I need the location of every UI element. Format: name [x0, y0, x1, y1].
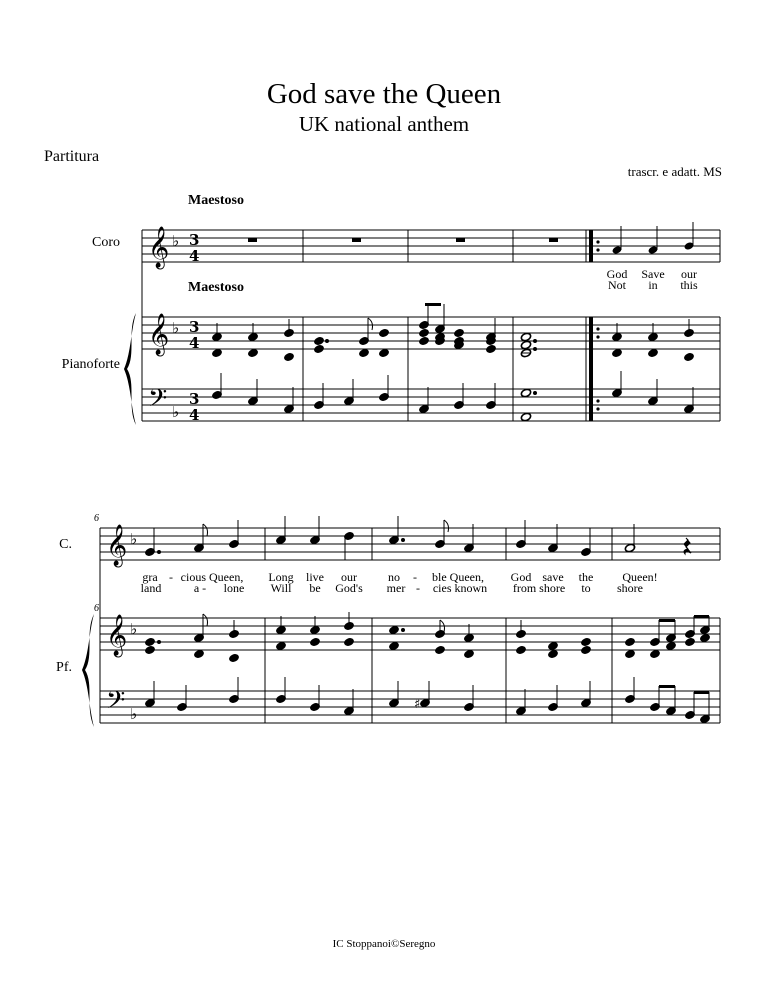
- measure-number: 6: [94, 603, 99, 614]
- footer-credit: IC Stoppanoi©Seregno: [332, 938, 436, 950]
- flat-icon: ♭: [130, 620, 138, 638]
- lyric-syllable: ble Queen,: [432, 570, 484, 584]
- treble-clef-icon: 𝄞: [148, 314, 170, 355]
- lyric-syllable: to: [581, 581, 591, 595]
- piano-treble-notes: [145, 612, 711, 663]
- lyric-syllable: save: [542, 570, 564, 584]
- instrument-label-choir-short: C.: [59, 537, 72, 552]
- lyric-syllable: be: [309, 581, 321, 595]
- lyric-hyphen: -: [413, 570, 417, 584]
- lyric-syllable: gra: [142, 570, 158, 584]
- lyric-syllable: cies known: [432, 581, 488, 595]
- quarter-rest-icon: [684, 538, 691, 554]
- flat-icon: ♭: [172, 319, 180, 337]
- lyric-syllable: lone: [223, 581, 245, 595]
- svg-text:3: 3: [189, 231, 200, 249]
- flat-icon: ♭: [172, 403, 180, 421]
- svg-text:3: 3: [189, 318, 200, 336]
- sharp-icon: ♯: [414, 697, 421, 712]
- treble-clef-icon: 𝄞: [106, 615, 128, 656]
- lyric-syllable: God: [510, 570, 532, 584]
- piano-bass-notes: [212, 371, 695, 422]
- tempo-marking-choir: Maestoso: [188, 193, 244, 208]
- flat-icon: ♭: [172, 232, 180, 250]
- tempo-marking-piano: Maestoso: [188, 280, 244, 295]
- lyric-syllable: land: [140, 581, 162, 595]
- lyric-syllable: Save: [641, 267, 665, 281]
- lyric-syllable: God's: [335, 581, 363, 595]
- piano-bass-notes: [145, 677, 711, 724]
- lyric-syllable: from shore: [512, 581, 566, 595]
- lyric-hyphen: -: [169, 570, 173, 584]
- lyric-syllable: shore: [617, 581, 643, 595]
- piano-brace: [82, 614, 94, 727]
- lyric-syllable: Queen!: [622, 570, 658, 584]
- lyric-syllable: Will: [270, 581, 292, 595]
- lyric-syllable: no: [388, 570, 400, 584]
- measure-rest: [248, 238, 558, 242]
- svg-text:4: 4: [189, 247, 200, 265]
- lyric-syllable: Not: [608, 278, 626, 292]
- lyric-syllable: our: [341, 570, 357, 584]
- lyric-syllable: in: [648, 278, 658, 292]
- lyric-syllable: cious Queen,: [180, 570, 244, 584]
- piano-treble-notes: [212, 303, 695, 362]
- bass-clef-icon: 𝄢: [106, 686, 126, 721]
- page-title: God save the Queen: [266, 78, 502, 110]
- lyric-syllable: God: [606, 267, 628, 281]
- staff-lines-system-2: [100, 528, 720, 723]
- treble-clef-icon: 𝄞: [106, 525, 128, 566]
- lyric-syllable: Long: [268, 570, 294, 584]
- flat-icon: ♭: [130, 705, 138, 723]
- lyric-syllable: mer: [386, 581, 406, 595]
- choir-notes: [145, 516, 691, 560]
- instrument-label-choir: Coro: [92, 235, 120, 250]
- svg-text:4: 4: [189, 406, 200, 424]
- instrument-label-piano: Pianoforte: [61, 357, 120, 372]
- lyric-syllable: the: [578, 570, 594, 584]
- measure-number: 6: [94, 513, 99, 524]
- svg-text:3: 3: [189, 390, 200, 408]
- flat-icon: ♭: [130, 530, 138, 548]
- lyric-hyphen: -: [416, 581, 420, 595]
- arranger-credit: trascr. e adatt. MS: [627, 164, 722, 179]
- instrument-label-piano-short: Pf.: [56, 660, 72, 675]
- svg-text:4: 4: [189, 334, 200, 352]
- lyric-syllable: a -: [193, 581, 207, 595]
- piano-brace: [124, 313, 136, 425]
- lyric-syllable: our: [681, 267, 697, 281]
- lyric-syllable: this: [680, 278, 698, 292]
- lyric-syllable: live: [306, 570, 324, 584]
- bass-clef-icon: 𝄢: [148, 384, 168, 419]
- staff-lines-system-1: [142, 230, 720, 421]
- treble-clef-icon: 𝄞: [148, 227, 170, 268]
- score-type-label: Partitura: [44, 148, 100, 165]
- time-signature: [189, 231, 199, 424]
- page-subtitle: UK national anthem: [298, 112, 470, 136]
